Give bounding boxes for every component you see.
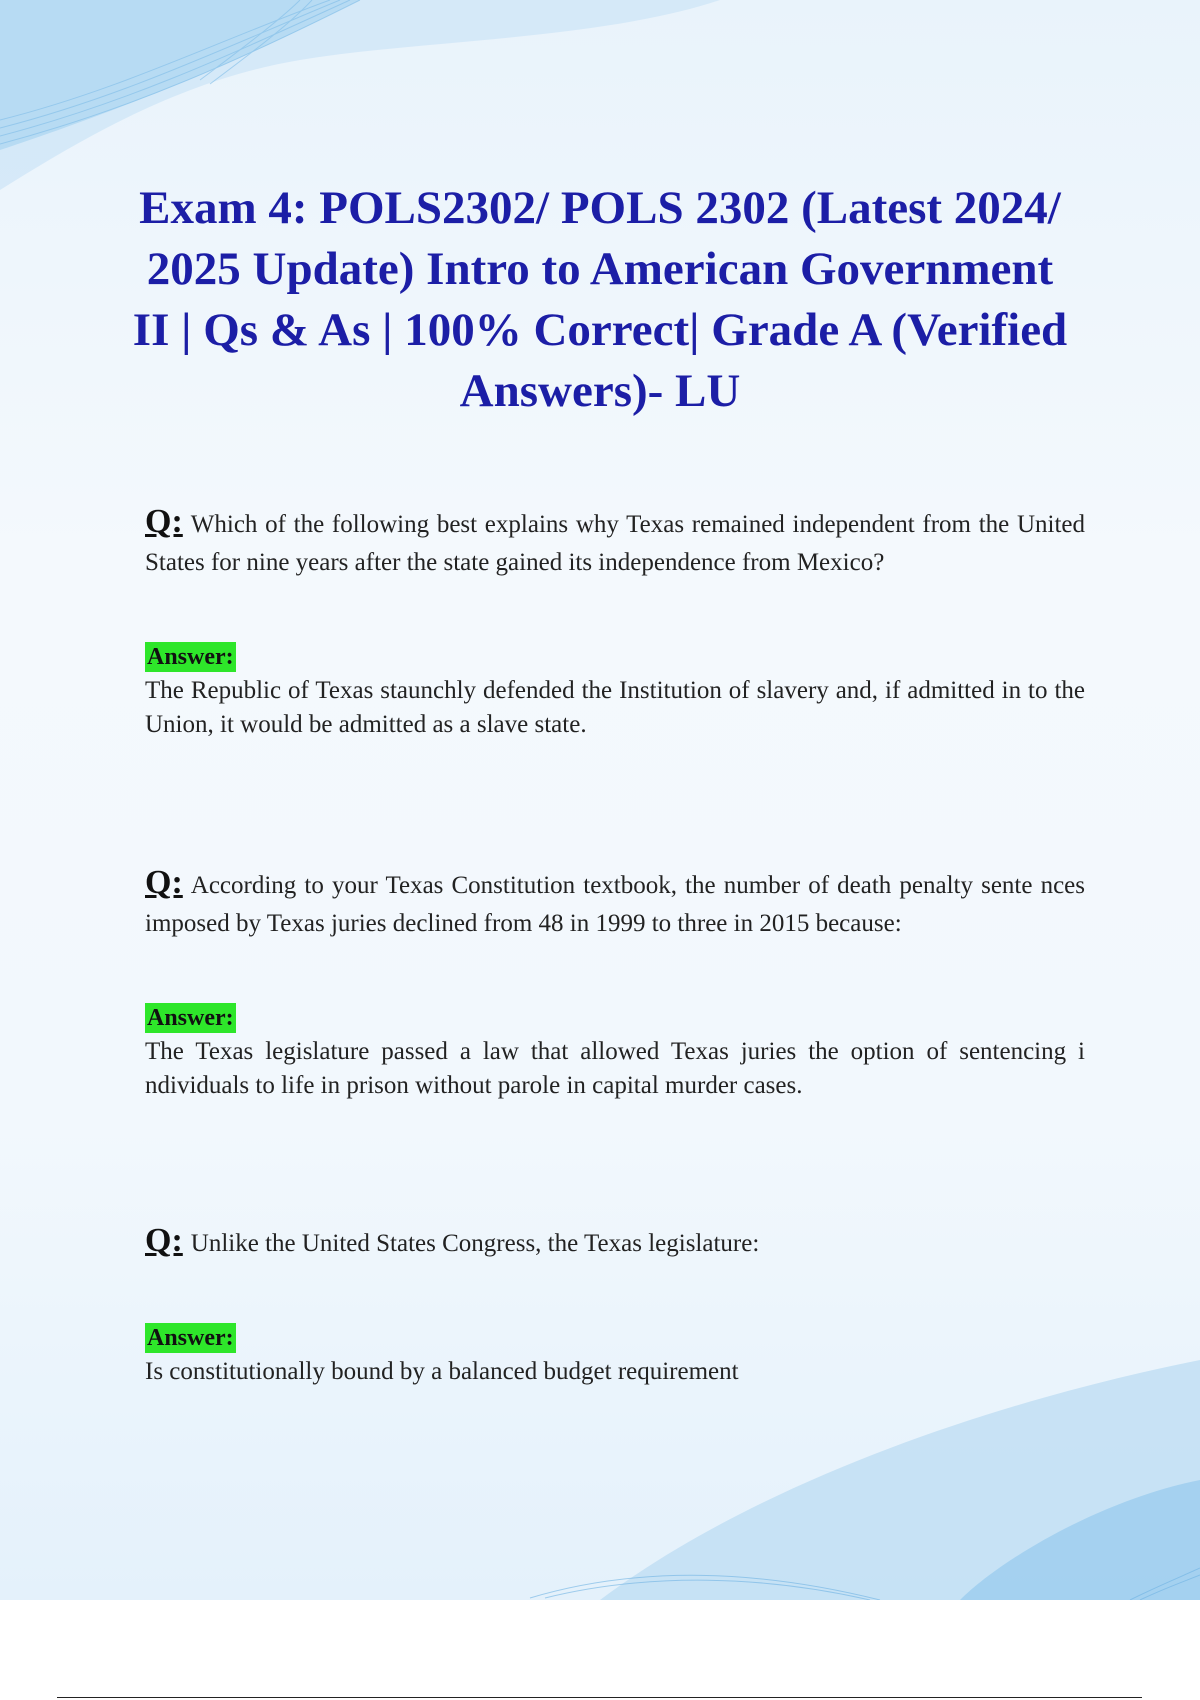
question [145,1222,1085,1263]
question-text: According to your Texas Constitution textbook, the number of death penalty sente nces imposed by Texas juries declined from 48 in 1999 to three in 2015 because: [145,872,1085,937]
answer-text: The Texas legislature passed a law that allowed Texas juries the option of sentencing i ndividuals to life in prison without parole in capital murder cases. [145,1038,1085,1099]
question-text: Unlike the United States Congress, the Texas legislature: [190,1230,760,1257]
question-label: Q: [145,864,183,901]
question-label: Q: [145,503,183,540]
question [145,864,1085,943]
qa-item [145,1222,1085,1389]
answer-text: The Republic of Texas staunchly defended the Institution of slavery and, if admitted in to the Union, it would be admitted as a slave state. [145,677,1085,738]
answer-label: Answer: [147,644,234,670]
question-text: Which of the following best explains why Texas remained independent from the United States for nine years after the state gained its independence from Mexico? [145,511,1085,576]
answer-label: Answer: [147,1325,234,1351]
qa-item [145,864,1085,1103]
document-title: Exam 4: POLS2302/ POLS 2302 (Latest 2024/ 2025 Update) Intro to American Government II | Qs & As | 100% Correct| Grade A (Verified Answers)- LU [132,182,1068,417]
answer-text: Is constitutionally bound by a balanced budget requirement [145,1358,739,1385]
question [145,503,1085,582]
question-label: Q: [145,1222,183,1259]
footer-divider [57,1697,1142,1698]
qa-item [145,503,1085,742]
answer-label: Answer: [147,1005,234,1031]
